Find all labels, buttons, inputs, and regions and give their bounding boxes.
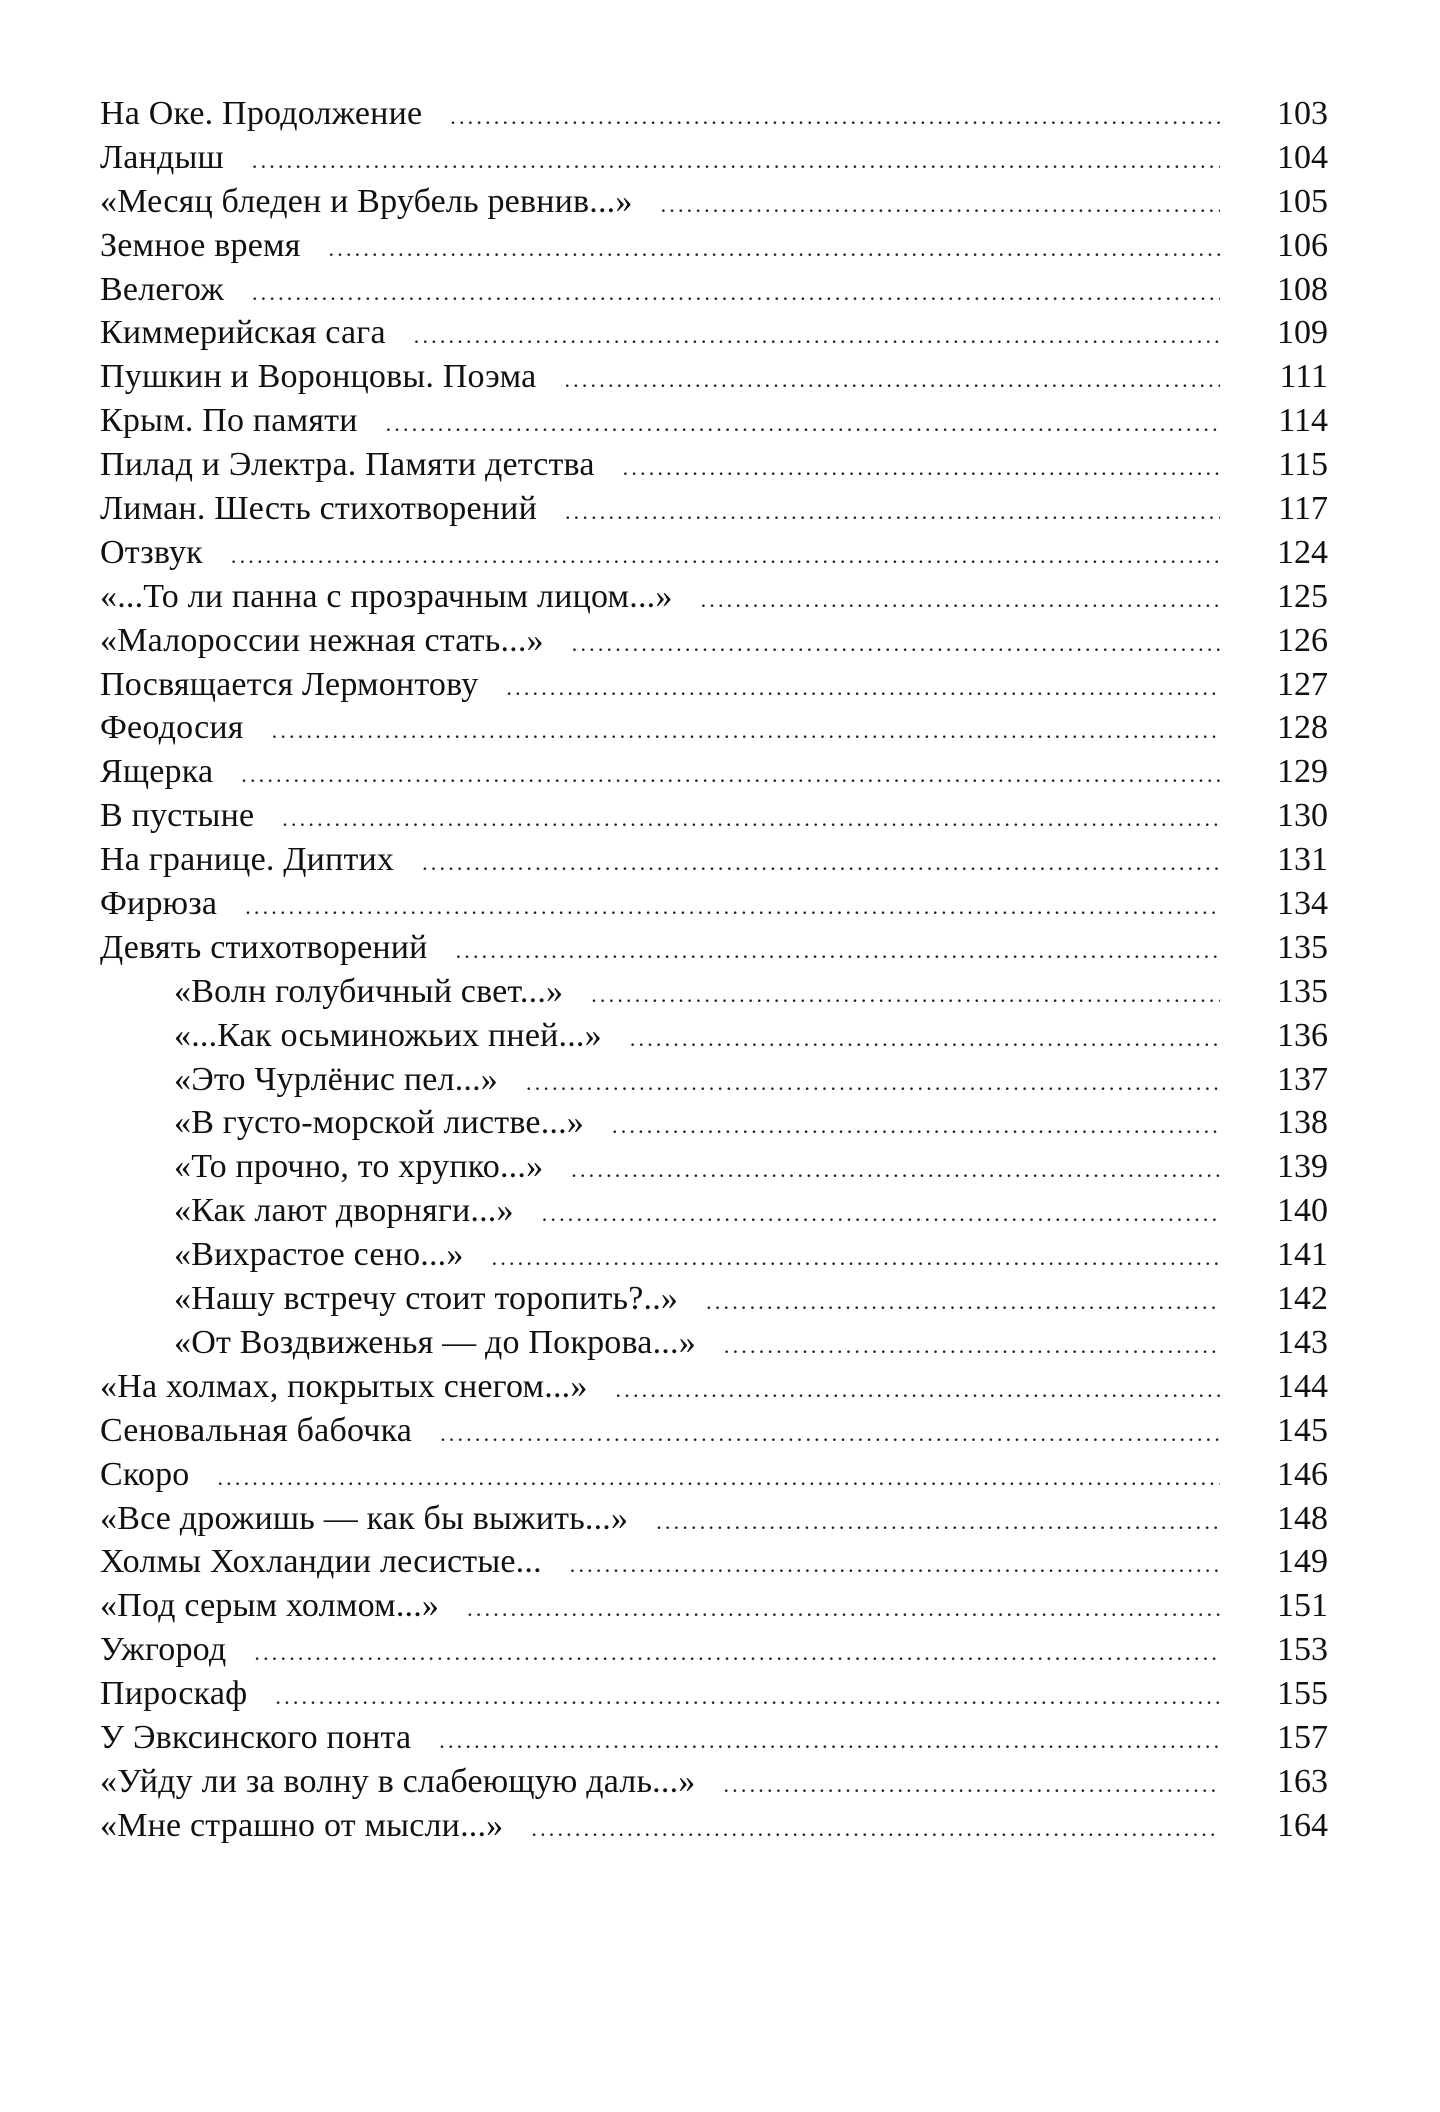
toc-entry bbox=[100, 399, 1328, 443]
toc-entry-title: «...Как осьминожьих пней...» bbox=[174, 1016, 602, 1054]
toc-entry-title: Ужгород bbox=[100, 1631, 227, 1669]
toc-entry-title: Киммерийская сага bbox=[100, 314, 386, 352]
toc-entry bbox=[100, 663, 1328, 707]
toc-entry-title: Посвящается Лермонтову bbox=[100, 665, 479, 703]
toc-entry bbox=[100, 706, 1328, 750]
dot-leader bbox=[612, 1104, 1220, 1148]
toc-entry-page-number: 138 bbox=[1277, 1104, 1328, 1142]
dot-leader bbox=[231, 534, 1220, 578]
toc-entry bbox=[100, 1540, 1328, 1584]
dot-leader bbox=[241, 753, 1220, 797]
dot-leader bbox=[723, 1763, 1220, 1807]
dot-leader bbox=[572, 622, 1220, 666]
toc-entry-title: «То прочно, то хрупко...» bbox=[174, 1148, 544, 1186]
toc-entry bbox=[100, 1672, 1328, 1716]
toc-entry bbox=[100, 1453, 1328, 1497]
dot-leader bbox=[506, 666, 1220, 710]
toc-entry-title: «Вихрастое сено...» bbox=[174, 1236, 464, 1274]
dot-leader bbox=[329, 227, 1220, 271]
toc-entry bbox=[100, 1365, 1328, 1409]
toc-entry bbox=[100, 136, 1328, 180]
toc-entry-title: «Месяц бледен и Врубель ревнив...» bbox=[100, 182, 633, 220]
dot-leader bbox=[570, 1543, 1220, 1587]
toc-entry-title: Холмы Хохландии лесистые... bbox=[100, 1543, 542, 1581]
toc-entry-page-number: 117 bbox=[1278, 490, 1328, 528]
toc-entry-page-number: 144 bbox=[1277, 1367, 1328, 1405]
toc-entry-page-number: 111 bbox=[1279, 358, 1328, 396]
dot-leader bbox=[542, 1192, 1220, 1236]
toc-entry-page-number: 153 bbox=[1277, 1631, 1328, 1669]
toc-entry-title: На границе. Диптих bbox=[100, 841, 395, 879]
toc-entry-title: Пилад и Электра. Памяти детства bbox=[100, 446, 595, 484]
toc-entry-title: «От Воздвиженья — до Покрова...» bbox=[174, 1323, 696, 1361]
toc-entry-page-number: 109 bbox=[1277, 314, 1328, 352]
toc-entry bbox=[100, 1189, 1328, 1233]
toc-entry-page-number: 108 bbox=[1277, 270, 1328, 308]
toc-entry bbox=[100, 1014, 1328, 1058]
dot-leader bbox=[440, 1412, 1220, 1456]
toc-entry-page-number: 151 bbox=[1277, 1587, 1328, 1625]
toc-entry-page-number: 115 bbox=[1278, 446, 1328, 484]
toc-entry bbox=[100, 575, 1328, 619]
toc-entry-page-number: 141 bbox=[1277, 1236, 1328, 1274]
toc-entry-title: Сеновальная бабочка bbox=[100, 1411, 413, 1449]
dot-leader bbox=[492, 1236, 1220, 1280]
toc-entry-title: Крым. По памяти bbox=[100, 402, 358, 440]
toc-entry-title: «Это Чурлёнис пел...» bbox=[174, 1060, 498, 1098]
toc-entry bbox=[100, 1409, 1328, 1453]
dot-leader bbox=[252, 271, 1220, 315]
toc-entry bbox=[100, 224, 1328, 268]
toc-entry-title: «Малороссии нежная стать...» bbox=[100, 621, 544, 659]
toc-entry-page-number: 146 bbox=[1277, 1455, 1328, 1493]
toc-entry-title: «Уйду ли за волну в слабеющую даль...» bbox=[100, 1762, 696, 1800]
toc-entry bbox=[100, 180, 1328, 224]
toc-entry bbox=[100, 838, 1328, 882]
toc-entry bbox=[100, 531, 1328, 575]
toc-entry-title: «Под серым холмом...» bbox=[100, 1587, 440, 1625]
toc-entry-title: Лиман. Шесть стихотворений bbox=[100, 490, 537, 528]
dot-leader bbox=[630, 1017, 1220, 1061]
dot-leader bbox=[217, 1456, 1220, 1500]
toc-entry-page-number: 125 bbox=[1277, 577, 1328, 615]
toc-entry bbox=[100, 1058, 1328, 1102]
toc-entry bbox=[100, 1716, 1328, 1760]
toc-entry bbox=[100, 1321, 1328, 1365]
toc-entry-page-number: 124 bbox=[1277, 533, 1328, 571]
toc-entry-title: «Мне страшно от мысли...» bbox=[100, 1806, 504, 1844]
toc-entry-title: Пушкин и Воронцовы. Поэма bbox=[100, 358, 537, 396]
toc-entry-page-number: 131 bbox=[1277, 841, 1328, 879]
dot-leader bbox=[272, 709, 1220, 753]
dot-leader bbox=[616, 1368, 1220, 1412]
toc-entry-title: «В густо-морской листве...» bbox=[174, 1104, 584, 1142]
toc-entry bbox=[100, 1277, 1328, 1321]
toc-entry bbox=[100, 882, 1328, 926]
dot-leader bbox=[252, 139, 1220, 183]
toc-entry-page-number: 135 bbox=[1277, 972, 1328, 1010]
toc-entry-page-number: 103 bbox=[1277, 95, 1328, 132]
toc-entry-title: Ящерка bbox=[100, 753, 214, 791]
toc-entry-page-number: 143 bbox=[1277, 1323, 1328, 1361]
dot-leader bbox=[623, 446, 1220, 490]
toc-entry-page-number: 149 bbox=[1277, 1543, 1328, 1581]
toc-entry bbox=[100, 1760, 1328, 1804]
toc-entry bbox=[100, 1628, 1328, 1672]
toc-entry bbox=[100, 1804, 1328, 1848]
toc-entry bbox=[100, 926, 1328, 970]
toc-entry-page-number: 148 bbox=[1277, 1499, 1328, 1537]
toc-entry-page-number: 142 bbox=[1277, 1280, 1328, 1318]
toc-entry-page-number: 145 bbox=[1277, 1411, 1328, 1449]
toc-entry-title: «Все дрожишь — как бы выжить...» bbox=[100, 1499, 629, 1537]
toc-entry-title: Велегож bbox=[100, 270, 224, 308]
toc-entry-page-number: 157 bbox=[1277, 1718, 1328, 1756]
toc-entry-page-number: 105 bbox=[1277, 182, 1328, 220]
toc-entry-page-number: 136 bbox=[1277, 1016, 1328, 1054]
dot-leader bbox=[724, 1324, 1220, 1368]
toc-entry-page-number: 128 bbox=[1277, 709, 1328, 747]
toc-entry bbox=[100, 1497, 1328, 1541]
toc-entry-title: У Эвксинского понта bbox=[100, 1718, 412, 1756]
toc-entry-page-number: 104 bbox=[1277, 138, 1328, 176]
dot-leader bbox=[656, 1500, 1220, 1544]
toc-entry-title: Отзвук bbox=[100, 533, 203, 571]
dot-leader bbox=[571, 1148, 1220, 1192]
dot-leader bbox=[245, 885, 1220, 929]
toc-entry bbox=[100, 311, 1328, 355]
dot-leader bbox=[565, 490, 1220, 534]
toc-entry-title: «Волн голубичный свет...» bbox=[174, 972, 564, 1010]
dot-leader bbox=[591, 973, 1220, 1017]
dot-leader bbox=[254, 1631, 1220, 1675]
toc-entry-title: «...То ли панна с прозрачным лицом...» bbox=[100, 577, 673, 615]
toc-entry bbox=[100, 1584, 1328, 1628]
table-of-contents bbox=[100, 92, 1328, 1848]
dot-leader bbox=[526, 1061, 1220, 1105]
toc-entry bbox=[100, 487, 1328, 531]
dot-leader bbox=[439, 1719, 1220, 1763]
toc-entry bbox=[100, 750, 1328, 794]
dot-leader bbox=[706, 1280, 1220, 1324]
toc-entry-page-number: 137 bbox=[1277, 1060, 1328, 1098]
toc-entry-title: Земное время bbox=[100, 226, 301, 264]
toc-entry-page-number: 129 bbox=[1277, 753, 1328, 791]
dot-leader bbox=[661, 183, 1220, 227]
toc-entry-page-number: 114 bbox=[1278, 402, 1328, 440]
toc-entry-page-number: 164 bbox=[1277, 1806, 1328, 1844]
toc-entry bbox=[100, 268, 1328, 312]
toc-entry bbox=[100, 1145, 1328, 1189]
dot-leader bbox=[456, 929, 1220, 973]
toc-entry-page-number: 134 bbox=[1277, 885, 1328, 923]
toc-entry-title: Скоро bbox=[100, 1455, 190, 1493]
toc-entry-title: В пустыне bbox=[100, 797, 255, 835]
toc-entry-page-number: 163 bbox=[1277, 1762, 1328, 1800]
dot-leader bbox=[531, 1807, 1220, 1851]
dot-leader bbox=[386, 402, 1220, 446]
toc-entry bbox=[100, 1101, 1328, 1145]
toc-entry-page-number: 130 bbox=[1277, 797, 1328, 835]
toc-entry bbox=[100, 794, 1328, 838]
toc-entry-title: На Оке. Продолжение bbox=[100, 95, 423, 132]
dot-leader bbox=[282, 797, 1220, 841]
toc-entry bbox=[100, 92, 1328, 136]
toc-entry-title: Ландыш bbox=[100, 138, 224, 176]
dot-leader bbox=[414, 314, 1220, 358]
toc-entry-page-number: 106 bbox=[1277, 226, 1328, 264]
dot-leader bbox=[422, 841, 1220, 885]
dot-leader bbox=[450, 95, 1220, 139]
dot-leader bbox=[467, 1587, 1220, 1631]
toc-entry-title: Девять стихотворений bbox=[100, 928, 428, 966]
dot-leader bbox=[564, 358, 1220, 402]
toc-entry-title: «Нашу встречу стоит торопить?..» bbox=[174, 1280, 679, 1318]
toc-entry bbox=[100, 443, 1328, 487]
toc-entry-page-number: 140 bbox=[1277, 1192, 1328, 1230]
dot-leader bbox=[275, 1675, 1220, 1719]
toc-entry-title: «На холмах, покрытых снегом...» bbox=[100, 1367, 588, 1405]
toc-entry-title: Феодосия bbox=[100, 709, 244, 747]
toc-entry bbox=[100, 1233, 1328, 1277]
toc-entry-page-number: 135 bbox=[1277, 928, 1328, 966]
toc-entry-page-number: 126 bbox=[1277, 621, 1328, 659]
toc-entry-page-number: 155 bbox=[1277, 1675, 1328, 1713]
dot-leader bbox=[701, 578, 1220, 622]
toc-entry-page-number: 127 bbox=[1277, 665, 1328, 703]
toc-entry bbox=[100, 970, 1328, 1014]
toc-entry-title: Пироскаф bbox=[100, 1675, 248, 1713]
toc-entry-page-number: 139 bbox=[1277, 1148, 1328, 1186]
toc-entry-title: «Как лают дворняги...» bbox=[174, 1192, 514, 1230]
toc-entry-title: Фирюза bbox=[100, 885, 218, 923]
toc-entry bbox=[100, 619, 1328, 663]
toc-entry bbox=[100, 355, 1328, 399]
